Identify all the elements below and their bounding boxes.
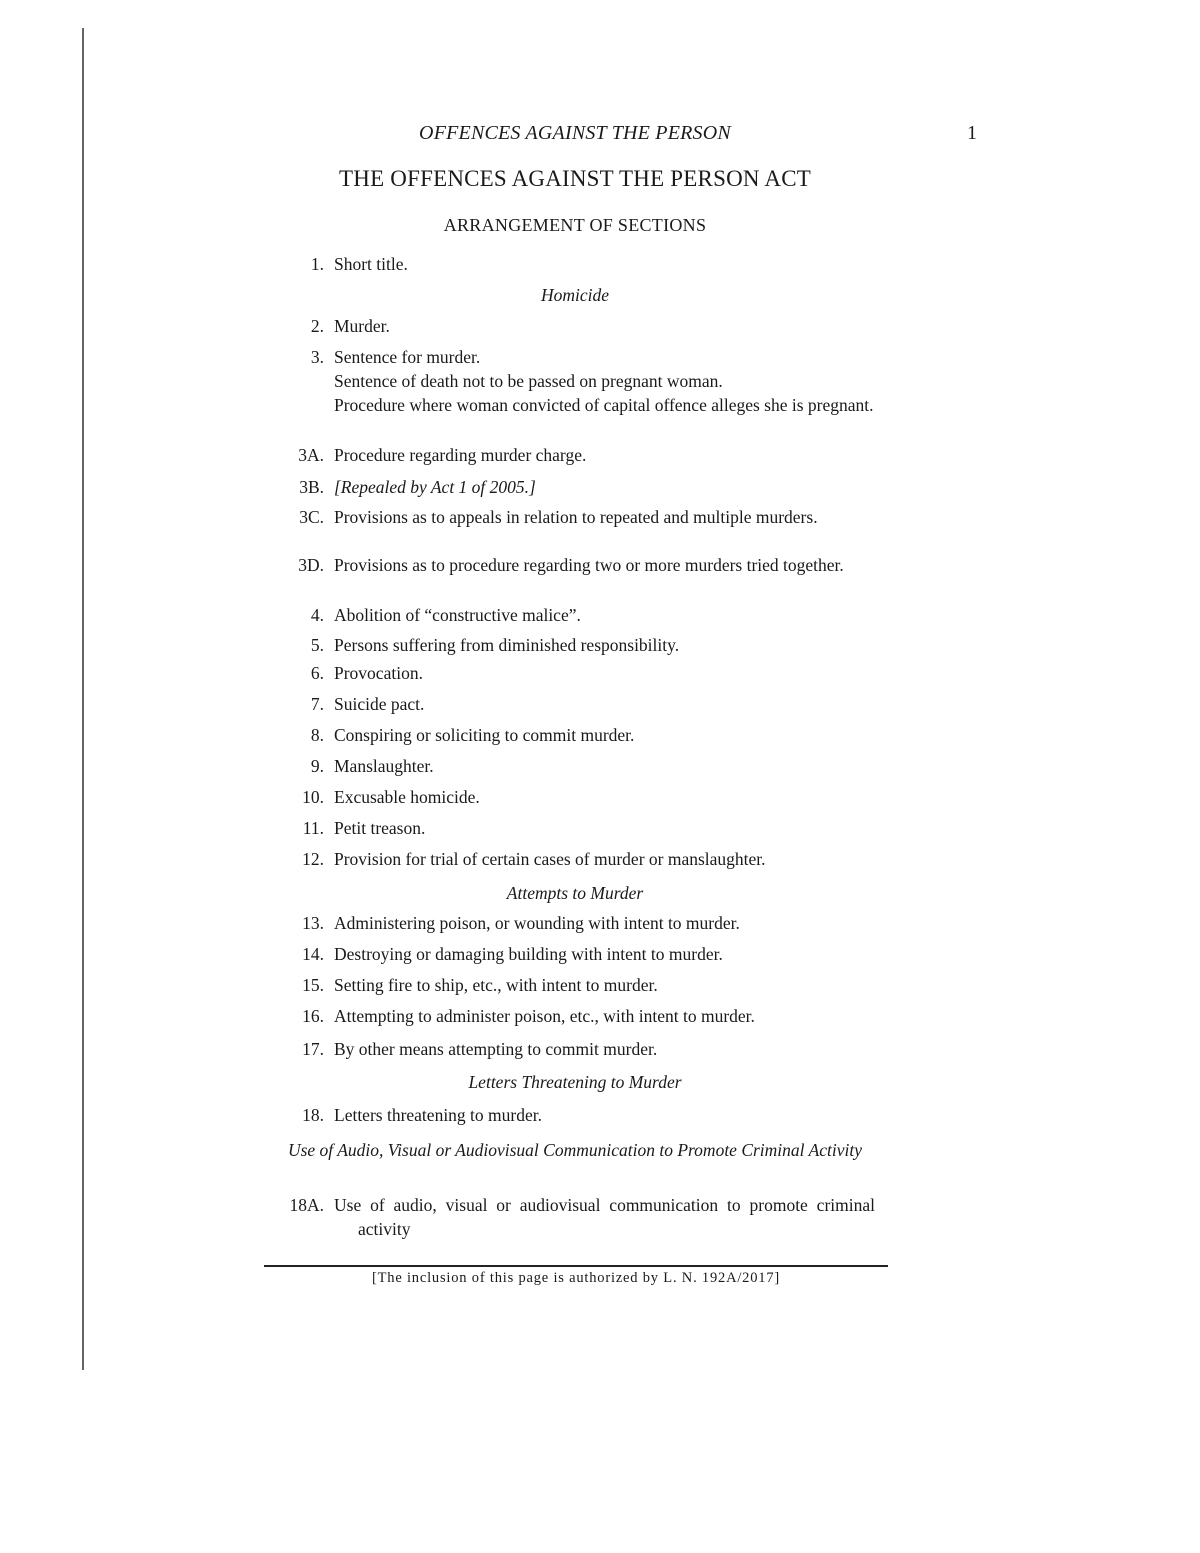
section-number: 12. [302, 849, 324, 869]
section-entry [270, 345, 875, 369]
section-subentry: Procedure where woman convicted of capital offence alleges she is pregnant. [334, 395, 874, 415]
section-number: 9. [310, 756, 324, 776]
section-entry [270, 973, 875, 997]
section-number: 17. [302, 1039, 324, 1059]
section-entry [270, 603, 875, 627]
scan-margin-line [82, 28, 84, 1370]
section-title: Procedure regarding murder charge. [334, 445, 587, 465]
section-entry [270, 911, 875, 935]
section-entry [270, 1004, 875, 1028]
section-number: 5. [310, 635, 324, 655]
section-title: [Repealed by Act 1 of 2005.] [334, 477, 536, 497]
section-entry [270, 1103, 875, 1127]
running-head: OFFENCES AGAINST THE PERSON [419, 122, 731, 144]
act-title: THE OFFENCES AGAINST THE PERSON ACT [339, 166, 811, 191]
section-number: 1. [310, 254, 324, 274]
arrangement-heading: ARRANGEMENT OF SECTIONS [443, 215, 707, 235]
page-number: 1 [967, 122, 977, 144]
section-subentry: Sentence of death not to be passed on pregnant woman. [334, 371, 723, 391]
section-number: 3. [310, 347, 324, 367]
section-number: 16. [302, 1006, 324, 1026]
section-title: Abolition of “constructive malice”. [334, 605, 581, 625]
section-number: 8. [310, 725, 324, 745]
section-number: 3D. [298, 555, 324, 575]
section-entry [270, 1193, 875, 1241]
section-title: Murder. [334, 316, 390, 336]
section-title: Persons suffering from diminished responsibility. [334, 635, 680, 655]
section-title: Petit treason. [334, 818, 426, 838]
section-entry [270, 505, 875, 529]
section-number: 4. [310, 605, 324, 625]
section-title: Setting fire to ship, etc., with intent to murder. [334, 975, 658, 995]
section-number: 6. [310, 663, 324, 683]
section-entry [270, 443, 875, 467]
section-title: By other means attempting to commit murder. [334, 1039, 658, 1059]
section-entry [270, 816, 875, 840]
section-number: 15. [302, 975, 324, 995]
group-heading-audiovisual: Use of Audio, Visual or Audiovisual Communication to Promote Criminal Activity [287, 1140, 863, 1160]
section-entry [270, 633, 875, 657]
section-entry [270, 692, 875, 716]
section-title: Excusable homicide. [334, 787, 480, 807]
section-title: Provocation. [334, 663, 423, 683]
section-title: Short title. [334, 254, 408, 274]
section-number: 7. [310, 694, 324, 714]
section-entry [270, 754, 875, 778]
section-number: 10. [302, 787, 324, 807]
section-title: Provisions as to procedure regarding two or more murders tried together. [334, 555, 844, 575]
footer-rule [264, 1265, 888, 1267]
section-number: 3C. [299, 507, 324, 527]
section-number: 18A. [289, 1195, 324, 1215]
group-heading-homicide: Homicide [540, 285, 610, 305]
section-entry [270, 314, 875, 338]
section-number: 14. [302, 944, 324, 964]
section-entry [270, 252, 875, 276]
section-title: Sentence for murder. [334, 347, 481, 367]
section-title: Use of audio, visual or audiovisual communication to promote criminal activity [334, 1195, 875, 1239]
section-title: Provisions as to appeals in relation to repeated and multiple murders. [334, 507, 818, 527]
section-number: 18. [302, 1105, 324, 1125]
group-heading-letters: Letters Threatening to Murder [468, 1072, 682, 1092]
section-title: Provision for trial of certain cases of murder or manslaughter. [334, 849, 766, 869]
section-entry [270, 1037, 875, 1061]
section-entry [270, 847, 875, 871]
section-number: 11. [302, 818, 324, 838]
section-title: Attempting to administer poison, etc., with intent to murder. [334, 1006, 755, 1026]
section-entry [270, 942, 875, 966]
group-heading-attempts: Attempts to Murder [506, 883, 644, 903]
section-title: Manslaughter. [334, 756, 434, 776]
section-title: Destroying or damaging building with intent to murder. [334, 944, 723, 964]
section-entry [270, 475, 875, 499]
section-entry [270, 661, 875, 685]
section-title: Conspiring or soliciting to commit murder. [334, 725, 635, 745]
section-number: 13. [302, 913, 324, 933]
section-title: Suicide pact. [334, 694, 425, 714]
section-entry [270, 723, 875, 747]
section-title: Administering poison, or wounding with intent to murder. [334, 913, 740, 933]
section-number: 3A. [298, 445, 324, 465]
section-title: Letters threatening to murder. [334, 1105, 542, 1125]
footer-authorization-note: [The inclusion of this page is authorized by L. N. 192A/2017] [371, 1270, 780, 1286]
section-number: 2. [310, 316, 324, 336]
section-number: 3B. [299, 477, 324, 497]
section-entry [270, 553, 875, 577]
section-entry [270, 785, 875, 809]
